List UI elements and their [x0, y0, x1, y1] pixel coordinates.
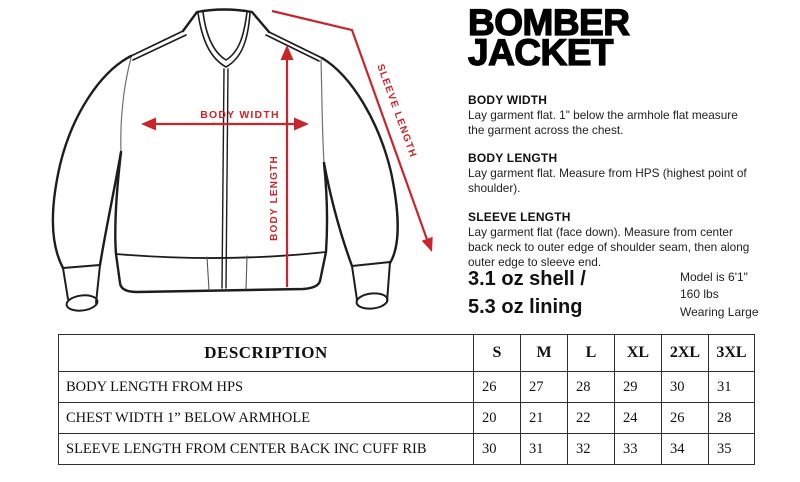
section-text-body-length: Lay garment flat. Measure from HPS (highest point of shoulder). — [468, 166, 747, 196]
table-row — [59, 434, 755, 465]
cell-value: 26 — [662, 403, 709, 434]
cell-value: 35 — [709, 434, 755, 465]
page-title — [468, 2, 760, 73]
col-header-2xl: 2XL — [662, 335, 709, 372]
cell-value: 21 — [521, 403, 568, 434]
cell-value: 34 — [662, 434, 709, 465]
arrowhead-left-icon — [141, 118, 156, 131]
fabric-weight — [468, 266, 586, 321]
section-heading-body-width: BODY WIDTH — [468, 93, 548, 108]
fabric-weight-line2: 5.3 oz lining — [468, 295, 583, 318]
arrowhead-sleeve-icon — [422, 237, 433, 252]
col-header-s: S — [474, 335, 521, 372]
row-description: CHEST WIDTH 1” BELOW ARMHOLE — [59, 403, 474, 434]
section-text-body-width: Lay garment flat. 1" below the armhole flat measure the garment across the chest. — [468, 108, 738, 138]
col-header-description: DESCRIPTION — [59, 335, 474, 372]
sleeve-length-label: SLEEVE LENGTH — [374, 62, 419, 160]
section-body-width — [468, 93, 760, 138]
section-sleeve-length — [468, 210, 760, 270]
col-header-xl: XL — [615, 335, 662, 372]
model-height: Model is 6'1" — [680, 270, 748, 284]
row-description: BODY LENGTH FROM HPS — [59, 372, 474, 403]
col-header-m: M — [521, 335, 568, 372]
model-size: Wearing Large — [680, 304, 759, 319]
section-body-length — [468, 151, 760, 196]
cell-value: 31 — [709, 372, 755, 403]
bomber-jacket-drawing — [0, 0, 460, 330]
section-heading-sleeve-length: SLEEVE LENGTH — [468, 209, 571, 224]
model-info — [680, 269, 759, 321]
cell-value: 20 — [474, 403, 521, 434]
col-header-l: L — [568, 335, 615, 372]
cell-value: 29 — [615, 372, 662, 403]
jacket-measurement-diagram — [0, 0, 460, 330]
cell-value: 22 — [568, 403, 615, 434]
fabric-weight-line1: 3.1 oz shell / — [468, 268, 586, 290]
table-row — [59, 372, 755, 403]
cell-value: 30 — [474, 434, 521, 465]
table-row — [59, 403, 755, 434]
body-width-label: BODY WIDTH — [200, 109, 280, 121]
cell-value: 33 — [615, 434, 662, 465]
section-heading-body-length: BODY LENGTH — [468, 151, 558, 166]
cell-value: 24 — [615, 403, 662, 434]
page-title-line1: BOMBER — [468, 2, 630, 43]
col-header-3xl: 3XL — [709, 335, 755, 372]
model-weight: 160 lbs — [680, 287, 719, 302]
page-title-line2: JACKET — [468, 31, 614, 73]
cell-value: 28 — [709, 403, 755, 434]
cell-value: 32 — [568, 434, 615, 465]
body-length-label: BODY LENGTH — [269, 155, 280, 241]
cell-value: 27 — [521, 372, 568, 403]
table-header-row — [59, 335, 755, 372]
row-description: SLEEVE LENGTH FROM CENTER BACK INC CUFF RIB — [59, 434, 474, 465]
cell-value: 30 — [662, 372, 709, 403]
cell-value: 26 — [474, 372, 521, 403]
info-column — [468, 2, 760, 283]
size-table — [58, 334, 755, 465]
jacket-outline — [53, 10, 398, 313]
arrowhead-right-icon — [294, 118, 309, 131]
section-text-sleeve-length: Lay garment flat (face down). Measure from center back neck to outer edge of shoulder seam, then along outer edge to sleeve end. — [468, 224, 750, 269]
cell-value: 31 — [521, 434, 568, 465]
cell-value: 28 — [568, 372, 615, 403]
